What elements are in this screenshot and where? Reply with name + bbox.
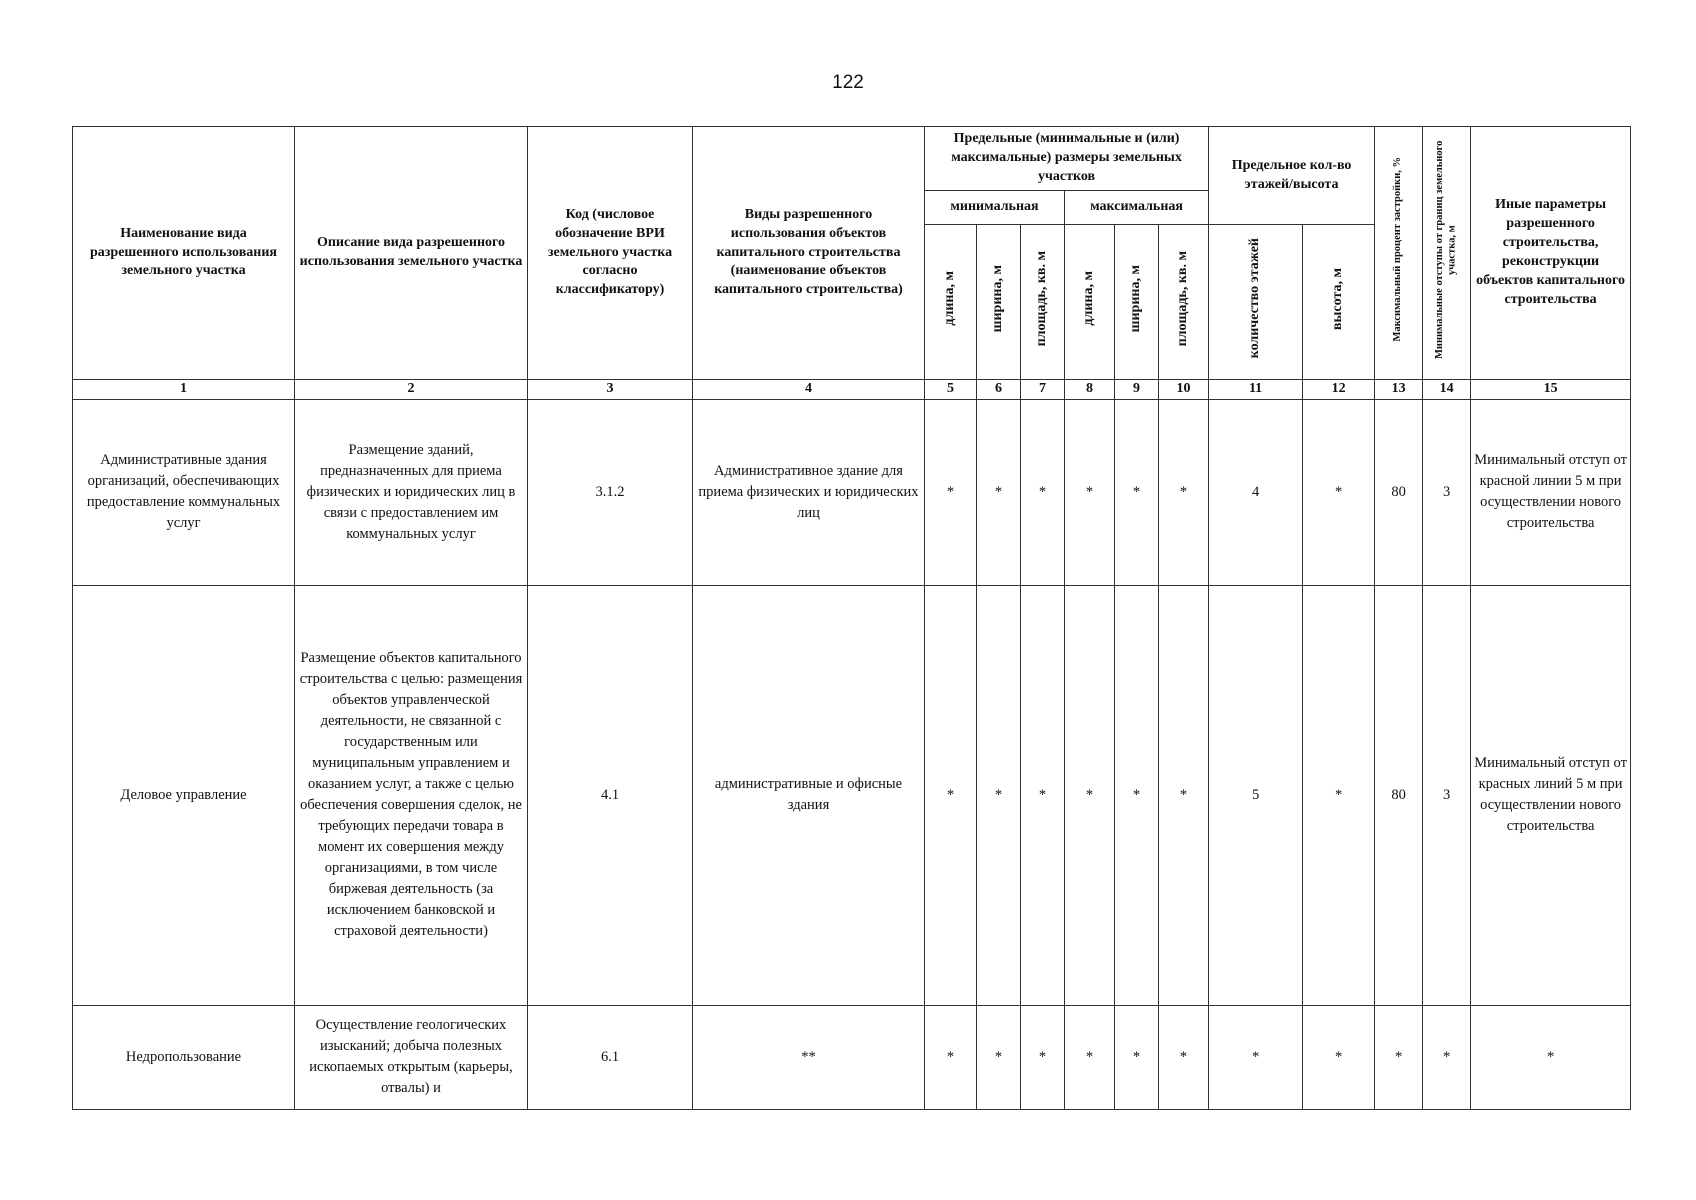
cell-height: * [1303,1005,1375,1109]
cell-code: 6.1 [528,1005,693,1109]
header-capital-objects: Виды разрешенного использования объектов капитального строительства (наименование объектов капитального строительства) [693,127,925,380]
cell-objects: Административное здание для приема физических и юридических лиц [693,399,925,585]
column-number: 8 [1065,380,1115,400]
column-number: 5 [925,380,977,400]
header-code: Код (числовое обозначение ВРИ земельного участка согласно классификатору) [528,127,693,380]
column-number: 11 [1209,380,1303,400]
cell-max-length: * [1065,585,1115,1005]
header-plot-sizes: Предельные (минимальные и (или) максимальные) размеры земельных участков [925,127,1209,191]
header-name: Наименование вида разрешенного использования земельного участка [73,127,295,380]
column-number: 1 [73,380,295,400]
cell-max-width: * [1115,585,1159,1005]
column-number-row [73,380,1631,400]
cell-min-area: * [1021,585,1065,1005]
column-number: 13 [1375,380,1423,400]
cell-other-params: * [1471,1005,1631,1109]
header-floors-group: Предельное кол-во этажей/высота [1209,127,1375,225]
page-number: 122 [832,72,864,93]
header-min-width: ширина, м [977,225,1021,380]
header-max-area: площадь, кв. м [1159,225,1209,380]
cell-min-width: * [977,585,1021,1005]
cell-name: Административные здания организаций, обеспечивающих предоставление коммунальных услуг [73,399,295,585]
column-number: 4 [693,380,925,400]
cell-code: 3.1.2 [528,399,693,585]
cell-description: Осуществление геологических изысканий; добыча полезных ископаемых открытым (карьеры, отвалы) и [295,1005,528,1109]
cell-max-area: * [1159,1005,1209,1109]
header-min-setbacks: Минимальные отступы от границ земельного участка, м [1423,127,1471,380]
cell-max-percent: 80 [1375,585,1423,1005]
cell-name: Недропользование [73,1005,295,1109]
header-max-width: ширина, м [1115,225,1159,380]
cell-min-width: * [977,399,1021,585]
cell-objects: ** [693,1005,925,1109]
cell-max-length: * [1065,399,1115,585]
cell-min-setback: * [1423,1005,1471,1109]
cell-code: 4.1 [528,585,693,1005]
cell-objects: административные и офисные здания [693,585,925,1005]
table-row [73,585,1631,1005]
cell-min-length: * [925,399,977,585]
cell-max-percent: 80 [1375,399,1423,585]
table-row [73,1005,1631,1109]
header-min: минимальная [925,191,1065,225]
cell-other-params: Минимальный отступ от красных линий 5 м при осуществлении нового строительства [1471,585,1631,1005]
cell-height: * [1303,585,1375,1005]
header-min-area: площадь, кв. м [1021,225,1065,380]
header-min-length: длина, м [925,225,977,380]
column-number: 2 [295,380,528,400]
cell-floors: * [1209,1005,1303,1109]
cell-max-width: * [1115,1005,1159,1109]
column-number: 7 [1021,380,1065,400]
cell-min-width: * [977,1005,1021,1109]
header-max-length: длина, м [1065,225,1115,380]
cell-min-setback: 3 [1423,585,1471,1005]
column-number: 15 [1471,380,1631,400]
cell-min-area: * [1021,1005,1065,1109]
cell-min-area: * [1021,399,1065,585]
cell-min-length: * [925,585,977,1005]
cell-other-params: Минимальный отступ от красной линии 5 м при осуществлении нового строительства [1471,399,1631,585]
header-other-params: Иные параметры разрешенного строительства, реконструкции объектов капитального строительства [1471,127,1631,380]
cell-min-setback: 3 [1423,399,1471,585]
header-height: высота, м [1303,225,1375,380]
header-floors: количество этажей [1209,225,1303,380]
cell-height: * [1303,399,1375,585]
cell-name: Деловое управление [73,585,295,1005]
header-description: Описание вида разрешенного использования земельного участка [295,127,528,380]
table-row [73,399,1631,585]
column-number: 10 [1159,380,1209,400]
column-number: 9 [1115,380,1159,400]
land-use-table [72,126,1631,1110]
header-max-percent: Максимальный процент застройки, % [1375,127,1423,380]
header-max: максимальная [1065,191,1209,225]
column-number: 12 [1303,380,1375,400]
cell-description: Размещение зданий, предназначенных для приема физических и юридических лиц в связи с предоставлением им коммунальных услуг [295,399,528,585]
cell-max-length: * [1065,1005,1115,1109]
cell-description: Размещение объектов капитального строительства с целью: размещения объектов управленческой деятельности, не связанной с государственным или муниципальным управлением и оказанием услуг, а также с целью обеспечения совершения сделок, не требующих передачи товара в момент их совершения между организациями, в том числе биржевая деятельность (за исключением банковской и страховой деятельности) [295,585,528,1005]
column-number: 6 [977,380,1021,400]
cell-max-percent: * [1375,1005,1423,1109]
column-number: 3 [528,380,693,400]
cell-max-width: * [1115,399,1159,585]
cell-max-area: * [1159,399,1209,585]
cell-floors: 5 [1209,585,1303,1005]
cell-max-area: * [1159,585,1209,1005]
cell-floors: 4 [1209,399,1303,585]
cell-min-length: * [925,1005,977,1109]
column-number: 14 [1423,380,1471,400]
